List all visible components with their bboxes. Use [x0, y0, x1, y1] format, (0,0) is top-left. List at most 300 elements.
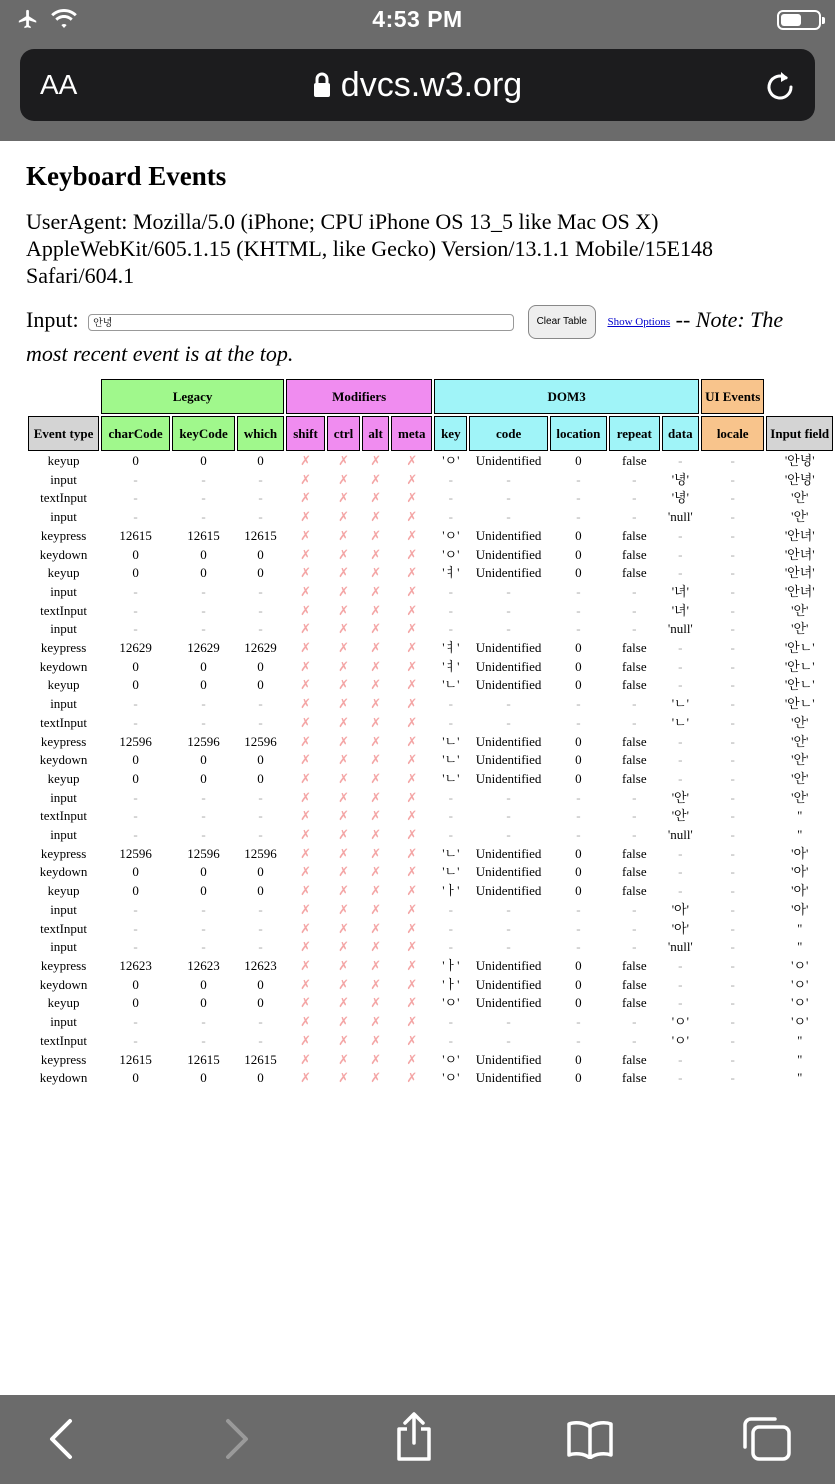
col-meta-cell: ✗: [406, 696, 418, 712]
col-locale-cell: -: [730, 770, 735, 786]
col-event-type-cell: textInput: [40, 1032, 88, 1048]
col-repeat-cell: false: [622, 995, 647, 1011]
col-shift-cell: ✗: [300, 995, 311, 1011]
col-which-cell: 0: [257, 453, 264, 468]
col-input-field-cell: '안': [791, 714, 809, 730]
col-key-cell: -: [448, 1014, 453, 1030]
col-locale-cell: -: [730, 677, 735, 693]
col-location-header: location: [550, 416, 607, 451]
table-row: [28, 790, 833, 807]
tabs-icon[interactable]: [741, 1415, 793, 1463]
col-which-cell: 0: [257, 565, 264, 581]
col-which-cell: 12629: [244, 640, 277, 656]
col-location-cell: -: [576, 490, 581, 506]
col-code-cell: -: [506, 471, 511, 487]
table-row: [28, 677, 833, 694]
forward-icon[interactable]: [222, 1417, 252, 1461]
back-icon[interactable]: [46, 1417, 76, 1461]
col-code-cell: -: [506, 901, 511, 917]
col-input-field-cell: '안': [791, 490, 809, 506]
col-repeat-cell: -: [632, 583, 637, 599]
col-keycode-cell: 0: [200, 658, 207, 674]
col-shift-header: shift: [286, 416, 325, 451]
col-charcode-cell: 12629: [119, 640, 152, 656]
col-location-cell: 0: [575, 1070, 582, 1086]
col-key-cell: -: [448, 808, 453, 824]
col-ctrl-cell: ✗: [338, 696, 349, 712]
col-alt-cell: ✗: [370, 471, 382, 487]
col-locale-cell: -: [730, 696, 735, 712]
col-shift-cell: ✗: [300, 883, 311, 899]
group-legacy: Legacy: [101, 379, 284, 414]
col-shift-cell: ✗: [300, 1032, 311, 1048]
col-data-cell: '녕': [671, 490, 689, 506]
col-meta-cell: ✗: [406, 789, 418, 805]
col-location-cell: -: [576, 471, 581, 487]
col-ctrl-cell: ✗: [338, 995, 349, 1011]
col-ctrl-cell: ✗: [338, 920, 349, 936]
col-data-cell: 'ㄴ': [671, 696, 689, 712]
table-row: [28, 490, 833, 507]
col-charcode-header: charCode: [101, 416, 170, 451]
table-row: [28, 659, 833, 676]
table-row: [28, 771, 833, 788]
col-which-cell: -: [258, 920, 263, 936]
col-which-cell: -: [258, 789, 263, 805]
col-repeat-cell: false: [622, 752, 647, 768]
col-which-cell: 0: [257, 883, 264, 899]
col-input-field-cell: '안': [791, 733, 809, 749]
col-repeat-cell: false: [622, 527, 647, 543]
col-data-cell: 'null': [667, 827, 693, 843]
col-data-cell: 'null': [667, 509, 693, 525]
col-data-cell: -: [678, 640, 683, 656]
col-event-type-cell: input: [50, 583, 77, 599]
col-data-cell: -: [678, 527, 683, 543]
col-data-cell: '녕': [671, 471, 689, 487]
col-keycode-cell: -: [201, 789, 206, 805]
col-key-cell: 'ㄴ': [442, 845, 460, 861]
address-bar[interactable]: [20, 49, 815, 121]
col-alt-cell: ✗: [370, 976, 382, 992]
col-keycode-cell: -: [201, 920, 206, 936]
col-which-cell: 12615: [244, 527, 277, 543]
col-code-cell: Unidentified: [475, 640, 542, 656]
show-options-link[interactable]: Show Options: [607, 316, 671, 328]
col-repeat-cell: false: [622, 1051, 647, 1067]
col-event-type-cell: input: [50, 939, 77, 955]
col-ctrl-cell: ✗: [338, 509, 349, 525]
col-keycode-cell: -: [201, 471, 206, 487]
col-key-cell: -: [448, 939, 453, 955]
col-charcode-cell: 0: [132, 658, 139, 674]
col-key-cell: 'ㅏ': [442, 976, 460, 992]
col-meta-cell: ✗: [406, 901, 418, 917]
col-event-type-cell: input: [50, 901, 77, 917]
table-row: [28, 902, 833, 919]
col-input-field-cell: '안녕': [784, 471, 815, 487]
col-meta-cell: ✗: [406, 883, 418, 899]
input-label: Input:: [26, 307, 79, 333]
col-locale-cell: -: [730, 565, 735, 581]
col-data-cell: -: [678, 957, 683, 973]
col-location-cell: -: [576, 939, 581, 955]
col-shift-cell: ✗: [300, 770, 311, 786]
col-location-cell: -: [576, 920, 581, 936]
col-repeat-cell: false: [622, 883, 647, 899]
bottom-toolbar: [0, 1395, 835, 1484]
col-location-cell: 0: [575, 640, 582, 656]
col-location-cell: 0: [575, 770, 582, 786]
col-code-cell: -: [506, 509, 511, 525]
col-ctrl-cell: ✗: [338, 827, 349, 843]
col-data-cell: '아': [671, 920, 689, 936]
col-repeat-cell: -: [632, 621, 637, 637]
col-charcode-cell: 0: [132, 995, 139, 1011]
col-input-field-cell: 'ㅇ': [791, 995, 809, 1011]
table-row: [28, 827, 833, 844]
col-shift-cell: ✗: [300, 621, 311, 637]
col-which-cell: 0: [257, 752, 264, 768]
col-key-cell: 'ㅇ': [442, 453, 460, 468]
col-alt-cell: ✗: [370, 696, 382, 712]
col-data-cell: -: [678, 565, 683, 581]
col-locale-cell: -: [730, 583, 735, 599]
col-keycode-cell: 0: [200, 546, 207, 562]
col-ctrl-cell: ✗: [338, 453, 349, 468]
col-locale-cell: -: [730, 752, 735, 768]
col-event-type-cell: keydown: [39, 546, 88, 562]
col-code-cell: -: [506, 583, 511, 599]
col-ctrl-cell: ✗: [338, 621, 349, 637]
col-meta-cell: ✗: [406, 1051, 418, 1067]
col-which-cell: -: [258, 1032, 263, 1048]
status-time: 4:53 PM: [372, 6, 463, 32]
col-ctrl-cell: ✗: [338, 1070, 349, 1086]
col-meta-cell: ✗: [406, 920, 418, 936]
col-meta-cell: ✗: [406, 1070, 418, 1086]
col-code-cell: Unidentified: [475, 845, 542, 861]
col-event-type-cell: keyup: [47, 565, 80, 581]
reload-icon[interactable]: [763, 67, 797, 108]
col-repeat-cell: false: [622, 1070, 647, 1086]
col-locale-cell: -: [730, 789, 735, 805]
col-charcode-cell: 12596: [119, 845, 152, 861]
page-title: Keyboard Events: [26, 161, 227, 191]
col-repeat-header: repeat: [609, 416, 660, 451]
col-keycode-cell: 12615: [187, 1051, 220, 1067]
col-input-field-cell: '안': [791, 770, 809, 786]
col-locale-cell: -: [730, 490, 735, 506]
col-meta-cell: ✗: [406, 621, 418, 637]
col-data-cell: -: [678, 883, 683, 899]
col-shift-cell: ✗: [300, 583, 311, 599]
col-keycode-cell: 0: [200, 995, 207, 1011]
col-event-type-cell: keypress: [40, 527, 87, 543]
col-alt-cell: ✗: [370, 509, 382, 525]
col-keycode-cell: -: [201, 714, 206, 730]
col-shift-cell: ✗: [300, 490, 311, 506]
col-ctrl-cell: ✗: [338, 770, 349, 786]
col-meta-cell: ✗: [406, 827, 418, 843]
col-key-cell: -: [448, 621, 453, 637]
col-location-cell: 0: [575, 845, 582, 861]
col-location-cell: 0: [575, 658, 582, 674]
col-repeat-cell: false: [622, 957, 647, 973]
col-input-field-cell: '안': [791, 509, 809, 525]
col-repeat-cell: false: [622, 546, 647, 562]
col-input-field-cell: '아': [791, 864, 809, 880]
col-meta-cell: ✗: [406, 770, 418, 786]
col-data-cell: -: [678, 1070, 683, 1086]
col-data-cell: -: [678, 995, 683, 1011]
col-alt-cell: ✗: [370, 770, 382, 786]
col-event-type-cell: keyup: [47, 677, 80, 693]
col-input-field-cell: '안': [791, 602, 809, 618]
col-input-field-cell: '': [797, 827, 803, 843]
col-which-cell: -: [258, 901, 263, 917]
column-header-row: [28, 416, 833, 451]
col-locale-header: locale: [701, 416, 765, 451]
col-data-cell: '녀': [671, 583, 689, 599]
col-input-field-cell: '안녕': [784, 453, 815, 468]
col-code-cell: -: [506, 789, 511, 805]
col-event-type-cell: keypress: [40, 1051, 87, 1067]
col-charcode-cell: -: [133, 1014, 138, 1030]
col-which-cell: -: [258, 583, 263, 599]
col-keycode-cell: 12623: [187, 957, 220, 973]
col-locale-cell: -: [730, 621, 735, 637]
col-charcode-cell: -: [133, 621, 138, 637]
col-which-cell: -: [258, 696, 263, 712]
input-row: [26, 305, 816, 369]
col-event-type-cell: textInput: [40, 490, 88, 506]
url-display[interactable]: [20, 66, 815, 107]
clear-table-button[interactable]: Clear Table: [528, 305, 596, 339]
col-shift-cell: ✗: [300, 733, 311, 749]
col-keycode-cell: -: [201, 939, 206, 955]
col-repeat-cell: -: [632, 1014, 637, 1030]
col-input-field-cell: '아': [791, 883, 809, 899]
col-input-field-header: Input field: [766, 416, 833, 451]
col-shift-cell: ✗: [300, 845, 311, 861]
col-ctrl-cell: ✗: [338, 565, 349, 581]
col-repeat-cell: -: [632, 602, 637, 618]
lock-icon: [313, 68, 331, 107]
col-locale-cell: -: [730, 658, 735, 674]
col-ctrl-cell: ✗: [338, 976, 349, 992]
table-row: [28, 565, 833, 582]
col-alt-cell: ✗: [370, 1070, 382, 1086]
col-key-cell: 'ㅇ': [442, 546, 460, 562]
col-which-cell: -: [258, 1014, 263, 1030]
col-locale-cell: -: [730, 864, 735, 880]
col-code-cell: -: [506, 808, 511, 824]
col-shift-cell: ✗: [300, 789, 311, 805]
col-charcode-cell: -: [133, 1032, 138, 1048]
col-meta-cell: ✗: [406, 658, 418, 674]
col-which-cell: -: [258, 602, 263, 618]
col-code-cell: -: [506, 1032, 511, 1048]
col-data-cell: '아': [671, 901, 689, 917]
col-locale-cell: -: [730, 957, 735, 973]
col-code-cell: Unidentified: [475, 565, 542, 581]
page-content: [26, 141, 816, 369]
col-key-cell: -: [448, 602, 453, 618]
col-alt-cell: ✗: [370, 939, 382, 955]
col-alt-cell: ✗: [370, 864, 382, 880]
col-location-cell: -: [576, 509, 581, 525]
col-location-cell: 0: [575, 546, 582, 562]
col-charcode-cell: 0: [132, 453, 139, 468]
col-data-cell: '안': [671, 808, 689, 824]
col-key-cell: -: [448, 471, 453, 487]
col-location-cell: -: [576, 621, 581, 637]
col-code-cell: Unidentified: [475, 770, 542, 786]
col-event-type-header: Event type: [28, 416, 99, 451]
col-key-cell: 'ㅏ': [442, 883, 460, 899]
text-size-button[interactable]: AA: [40, 69, 78, 100]
col-event-type-cell: textInput: [40, 714, 88, 730]
col-event-type-cell: keypress: [40, 640, 87, 656]
col-keycode-cell: 12615: [187, 527, 220, 543]
col-data-cell: -: [678, 770, 683, 786]
col-event-type-cell: keydown: [39, 976, 88, 992]
col-meta-cell: ✗: [406, 583, 418, 599]
col-charcode-cell: 0: [132, 1070, 139, 1086]
col-repeat-cell: false: [622, 658, 647, 674]
col-shift-cell: ✗: [300, 602, 311, 618]
col-keycode-cell: -: [201, 827, 206, 843]
col-repeat-cell: false: [622, 733, 647, 749]
col-alt-cell: ✗: [370, 920, 382, 936]
col-keycode-cell: -: [201, 583, 206, 599]
col-location-cell: 0: [575, 733, 582, 749]
table-row: [28, 883, 833, 900]
col-input-field-cell: '안': [791, 621, 809, 637]
col-key-cell: -: [448, 920, 453, 936]
table-row: [28, 846, 833, 863]
col-key-cell: -: [448, 583, 453, 599]
col-ctrl-cell: ✗: [338, 658, 349, 674]
col-shift-cell: ✗: [300, 509, 311, 525]
col-location-cell: 0: [575, 565, 582, 581]
col-key-cell: 'ㄴ': [442, 864, 460, 880]
table-row: [28, 1014, 833, 1031]
col-repeat-cell: -: [632, 827, 637, 843]
col-locale-cell: -: [730, 714, 735, 730]
col-repeat-cell: false: [622, 565, 647, 581]
bookmarks-icon[interactable]: [566, 1419, 614, 1459]
col-key-cell: 'ㅏ': [442, 957, 460, 973]
col-which-cell: 0: [257, 864, 264, 880]
col-event-type-cell: textInput: [40, 808, 88, 824]
col-ctrl-cell: ✗: [338, 789, 349, 805]
col-alt-cell: ✗: [370, 640, 382, 656]
col-alt-cell: ✗: [370, 583, 382, 599]
col-which-cell: -: [258, 714, 263, 730]
col-data-cell: 'null': [667, 621, 693, 637]
col-charcode-cell: 12596: [119, 733, 152, 749]
col-location-cell: 0: [575, 995, 582, 1011]
col-event-type-cell: input: [50, 696, 77, 712]
col-shift-cell: ✗: [300, 471, 311, 487]
col-input-field-cell: '안ㄴ': [784, 677, 815, 693]
col-shift-cell: ✗: [300, 546, 311, 562]
col-location-cell: -: [576, 901, 581, 917]
col-event-type-cell: keypress: [40, 845, 87, 861]
col-repeat-cell: -: [632, 509, 637, 525]
table-row: [28, 640, 833, 657]
col-code-cell: Unidentified: [475, 658, 542, 674]
col-key-cell: 'ㅇ': [442, 1070, 460, 1086]
col-locale-cell: -: [730, 845, 735, 861]
col-repeat-cell: false: [622, 864, 647, 880]
col-code-cell: -: [506, 696, 511, 712]
col-ctrl-cell: ✗: [338, 714, 349, 730]
col-meta-cell: ✗: [406, 546, 418, 562]
col-input-field-cell: '아': [791, 901, 809, 917]
col-keycode-cell: -: [201, 1014, 206, 1030]
col-which-cell: 12596: [244, 733, 277, 749]
col-code-cell: -: [506, 602, 511, 618]
col-alt-cell: ✗: [370, 602, 382, 618]
col-data-cell: -: [678, 546, 683, 562]
col-input-field-cell: '': [797, 939, 803, 955]
col-location-cell: -: [576, 602, 581, 618]
col-locale-cell: -: [730, 827, 735, 843]
col-keycode-cell: 12629: [187, 640, 220, 656]
col-charcode-cell: -: [133, 714, 138, 730]
col-key-cell: 'ㅕ': [442, 658, 460, 674]
col-data-cell: -: [678, 845, 683, 861]
col-which-cell: 0: [257, 658, 264, 674]
col-key-cell: 'ㄴ': [442, 770, 460, 786]
col-key-cell: -: [448, 789, 453, 805]
col-input-field-cell: '': [797, 1070, 803, 1086]
col-input-field-cell: 'ㅇ': [791, 957, 809, 973]
col-locale-cell: -: [730, 733, 735, 749]
col-shift-cell: ✗: [300, 976, 311, 992]
col-meta-cell: ✗: [406, 845, 418, 861]
col-meta-cell: ✗: [406, 808, 418, 824]
col-ctrl-cell: ✗: [338, 1014, 349, 1030]
col-which-cell: 12615: [244, 1051, 277, 1067]
col-alt-cell: ✗: [370, 546, 382, 562]
col-locale-cell: -: [730, 527, 735, 543]
share-icon[interactable]: [393, 1411, 435, 1463]
col-alt-cell: ✗: [370, 808, 382, 824]
col-alt-cell: ✗: [370, 883, 382, 899]
col-ctrl-cell: ✗: [338, 490, 349, 506]
table-row: [28, 715, 833, 732]
col-code-cell: -: [506, 1014, 511, 1030]
col-code-cell: Unidentified: [475, 957, 542, 973]
col-key-cell: 'ㅇ': [442, 527, 460, 543]
col-charcode-cell: 0: [132, 770, 139, 786]
col-shift-cell: ✗: [300, 920, 311, 936]
col-location-cell: -: [576, 808, 581, 824]
col-code-cell: Unidentified: [475, 1051, 542, 1067]
col-input-field-cell: '안ㄴ': [784, 658, 815, 674]
table-row: [28, 621, 833, 638]
col-input-field-cell: '안': [791, 752, 809, 768]
col-ctrl-cell: ✗: [338, 752, 349, 768]
col-code-cell: Unidentified: [475, 1070, 542, 1086]
col-data-cell: 'ㅇ': [671, 1014, 689, 1030]
col-code-cell: -: [506, 920, 511, 936]
test-input-field[interactable]: 안녕: [88, 314, 514, 331]
